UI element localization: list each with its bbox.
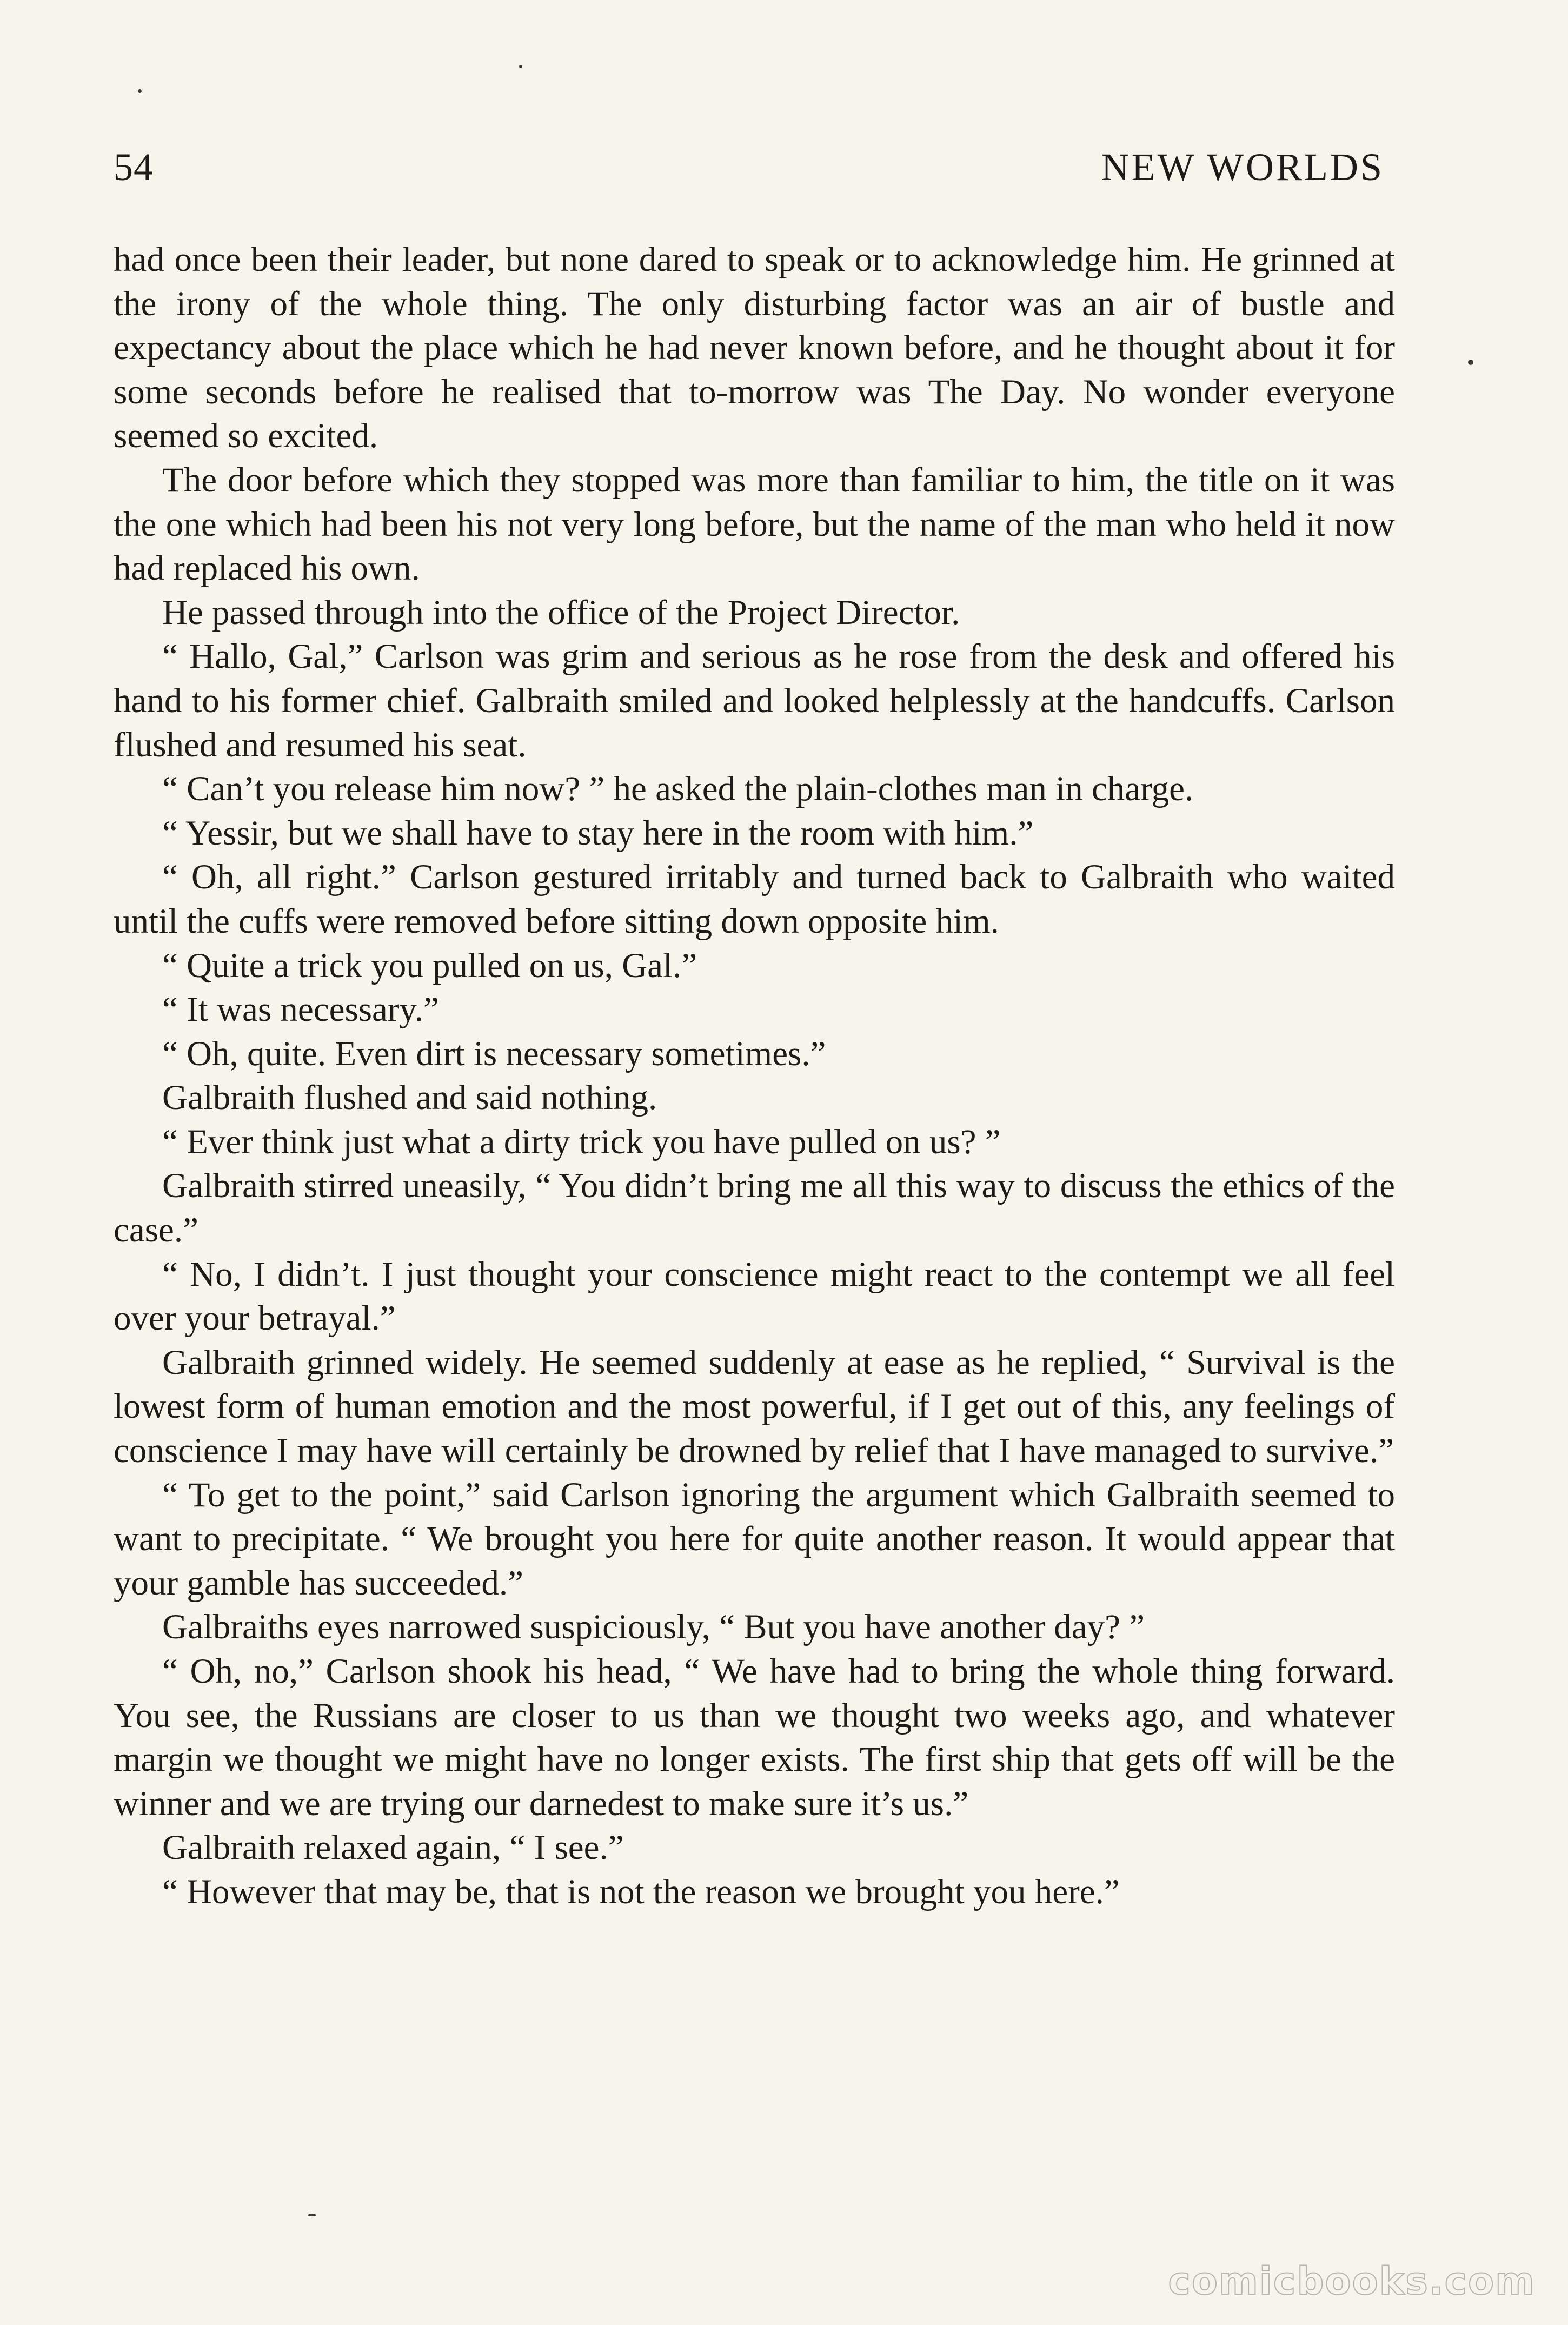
paragraph: “ However that may be, that is not the reason we brought you here.” <box>162 1872 1120 1911</box>
print-speck <box>138 89 142 93</box>
print-speck <box>308 2214 316 2216</box>
paragraph: Galbraiths eyes narrowed suspiciously, “ But you have another day? ” <box>162 1607 1145 1647</box>
paragraph: “ It was necessary.” <box>162 990 439 1029</box>
page-number: 54 <box>114 145 154 189</box>
paragraph: “ Oh, quite. Even dirt is necessary sometimes.” <box>162 1034 826 1073</box>
print-speck <box>1468 360 1473 365</box>
running-head: NEW WORLDS <box>1101 145 1384 189</box>
paragraph: “ Quite a trick you pulled on us, Gal.” <box>162 946 697 985</box>
print-speck <box>519 65 522 68</box>
paragraph: “ Yessir, but we shall have to stay here in the room with him.” <box>162 813 1034 853</box>
paragraph: Galbraith grinned widely. He seemed suddenly at ease as he replied, “ Survival is the lowest form of human emotion and the most powerful, if I get out of this, any feelings of conscience I may have will certainly be drowned by relief that I have managed to survive.” <box>114 1343 1395 1471</box>
paragraph: “ Oh, no,” Carlson shook his head, “ We have had to bring the whole thing forward. You see, the Russians are closer to us than we thought two weeks ago, and whatever margin we thought we might have no longer exists. The first ship that gets off will be the winner and we are trying our darnedest to make sure it’s us.” <box>114 1652 1395 1823</box>
paragraph: had once been their leader, but none dared to speak or to acknowledge him. He grinned at the irony of the whole thing. The only disturbing factor was an air of bustle and expectancy about the place which he had never known before, and he thought about it for some seconds before he realised that to-morrow was The Day. No wonder everyone seemed so excited. <box>114 240 1395 456</box>
paragraph: “ To get to the point,” said Carlson ignoring the argument which Galbraith seemed to want to precipitate. “ We brought you here for quite another reason. It would appear that your gamble has succeeded.” <box>114 1475 1395 1603</box>
paragraph: Galbraith stirred uneasily, “ You didn’t bring me all this way to discuss the ethics of the case.” <box>114 1166 1395 1250</box>
story-text <box>114 238 1395 1915</box>
paragraph: Galbraith relaxed again, “ I see.” <box>162 1828 624 1868</box>
paragraph: “ No, I didn’t. I just thought your conscience might react to the contempt we all feel over your betrayal.” <box>114 1254 1395 1338</box>
paragraph: “ Can’t you release him now? ” he asked the plain-clothes man in charge. <box>162 769 1194 809</box>
site-watermark: comicbooks.com <box>1168 2259 1536 2303</box>
paragraph: Galbraith flushed and said nothing. <box>162 1078 657 1118</box>
paragraph: The door before which they stopped was more than familiar to him, the title on it was the one which had been his not very long before, but the name of the man who held it now had replaced his own. <box>114 460 1395 588</box>
paragraph: “ Oh, all right.” Carlson gestured irritably and turned back to Galbraith who waited until the cuffs were removed before sitting down opposite him. <box>114 858 1395 941</box>
page-header <box>114 145 1384 204</box>
paragraph: “ Hallo, Gal,” Carlson was grim and serious as he rose from the desk and offered his hand to his former chief. Galbraith smiled and looked helplessly at the handcuffs. Carlson flushed and resumed his seat. <box>114 637 1395 765</box>
paragraph: He passed through into the office of the Project Director. <box>162 593 960 632</box>
paragraph: “ Ever think just what a dirty trick you have pulled on us? ” <box>162 1122 1001 1161</box>
